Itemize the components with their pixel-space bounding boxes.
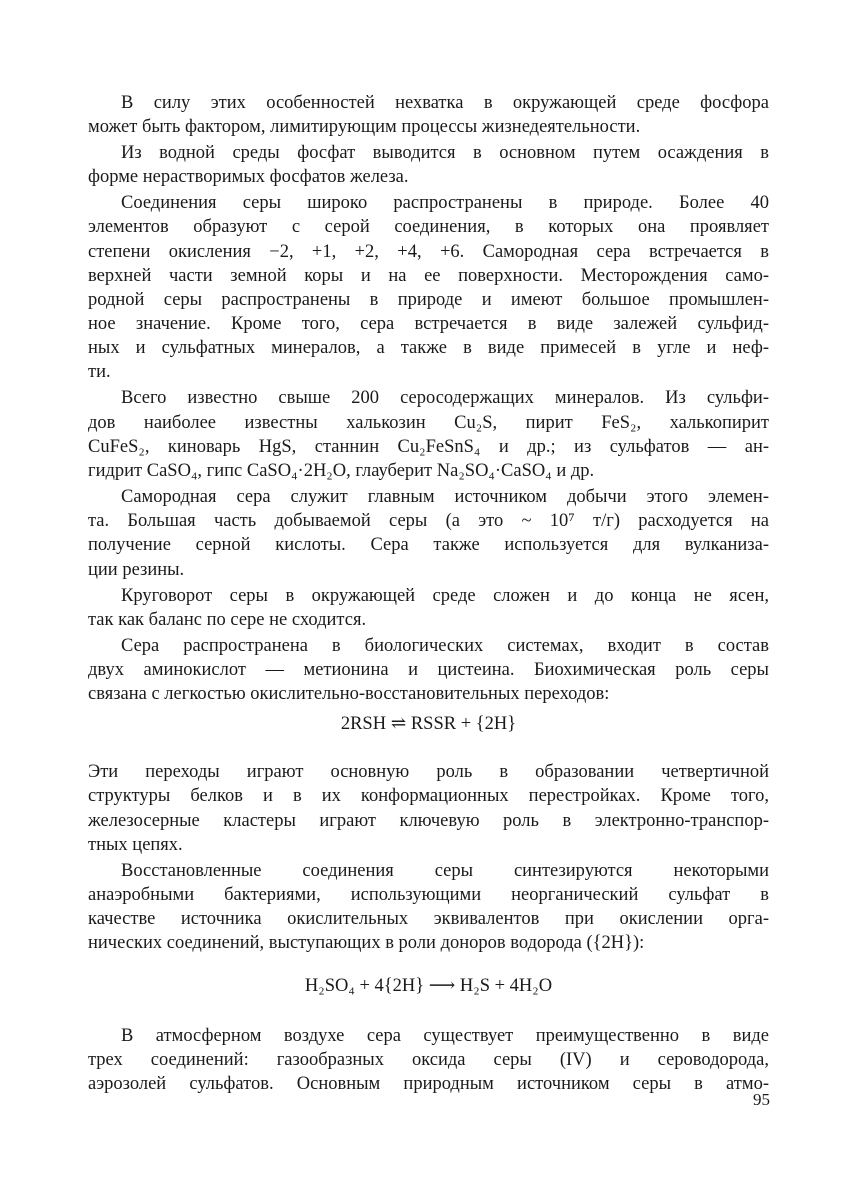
text-line: гидрит CaSO₄, гипс CaSO₄·2H₂O, глауберит Na₂SO₄·CaSO₄ и др. [88,461,595,481]
paragraph [88,91,769,139]
text-line: анаэробными бактериями, использующими неорганический сульфат в [88,885,769,905]
text-line: ти. [88,362,111,383]
text-line: Круговорот серы в окружающей среде сложен и до конца не ясен, [121,585,769,606]
page-body [88,89,769,1096]
text-line: Соединения серы широко распространены в природе. Более 40 [121,193,769,214]
text-line: В силу этих особенностей нехватка в окружающей среде фосфора [121,92,769,113]
text-line: ное значение. Кроме того, сера встречается в виде залежей сульфид- [88,314,769,335]
text-line: связана с легкостью окислительно-восстановительных переходов: [88,684,610,705]
paragraph [88,760,769,857]
text-line: Всего известно свыше 200 серосодержащих минералов. Из сульфи- [121,388,769,409]
text-line: Восстановленные соединения серы синтезируются некоторыми [121,860,769,881]
paragraph [88,859,769,956]
text-line: Сера распространена в биологических системах, входит в состав [121,635,769,656]
text-line: получение серной кислоты. Сера также используется для вулканиза- [88,535,769,556]
text-line: трех соединений: газообразных оксида серы (IV) и сероводорода, [88,1049,769,1070]
paragraph [88,386,769,483]
text-line: может быть фактором, лимитирующим процессы жизнедеятельности. [88,116,641,137]
text-line: верхней части земной коры и на ее поверхности. Месторождения само- [88,265,769,286]
paragraph [88,485,769,582]
text-line: аэрозолей сульфатов. Основным природным источником серы в атмо- [88,1073,769,1094]
text-line: дов наиболее известны халькозин Cu₂S, пирит FeS₂, халькопирит [88,412,769,433]
text-line: Эти переходы играют основную роль в образовании четвертичной [88,762,769,783]
text-line: железосерные кластеры играют ключевую роль в электронно-транспор- [88,810,769,831]
text-line: тных цепях. [88,834,183,855]
text-line: элементов образуют с серой соединения, в которых она проявляет [88,217,769,238]
text-line: двух аминокислот — метионина и цистеина. Биохимическая роль серы [88,659,769,680]
paragraph [88,584,769,632]
text-line: ных и сульфатных минералов, а также в виде примесей в угле и неф- [88,338,769,359]
text-line: нических соединений, выступающих в роли доноров водорода ({2H}): [88,933,645,954]
chemical-equation: H₂SO₄ + 4{2H} ⟶ H₂S + 4H₂O [304,975,553,996]
page-number: 95 [753,1090,770,1109]
paragraph [88,191,769,385]
chemical-equation: 2RSH ⇌ RSSR + {2H} [340,714,517,735]
text-line: Из водной среды фосфат выводится в основном путем осаждения в [121,142,769,163]
text-line: так как баланс по сере не сходится. [88,609,367,630]
text-line: степени окисления −2, +1, +2, +4, +6. Самородная сера встречается в [88,241,769,262]
text-line: В атмосферном воздухе сера существует преимущественно в виде [121,1025,769,1046]
text-line: структуры белков и в их конформационных перестройках. Кроме того, [88,786,769,807]
text-line: родной серы распространены в природе и имеют большое промышлен- [88,289,769,310]
paragraph [88,1024,769,1097]
text-line: форме нерастворимых фосфатов железа. [88,167,409,188]
text-line: Самородная сера служит главным источником добычи этого элемен- [121,486,769,507]
paragraph [88,141,769,189]
text-line: ции резины. [88,559,185,580]
text-line: качестве источника окислительных эквивалентов при окислении орга- [88,909,769,930]
text-line: та. Большая часть добываемой серы (а это ~ 10⁷ т/г) расходуется на [88,511,769,532]
paragraph [88,634,769,707]
text-line: CuFeS₂, киноварь HgS, станнин Cu₂FeSnS₄ и др.; из сульфатов — ан- [88,436,769,457]
